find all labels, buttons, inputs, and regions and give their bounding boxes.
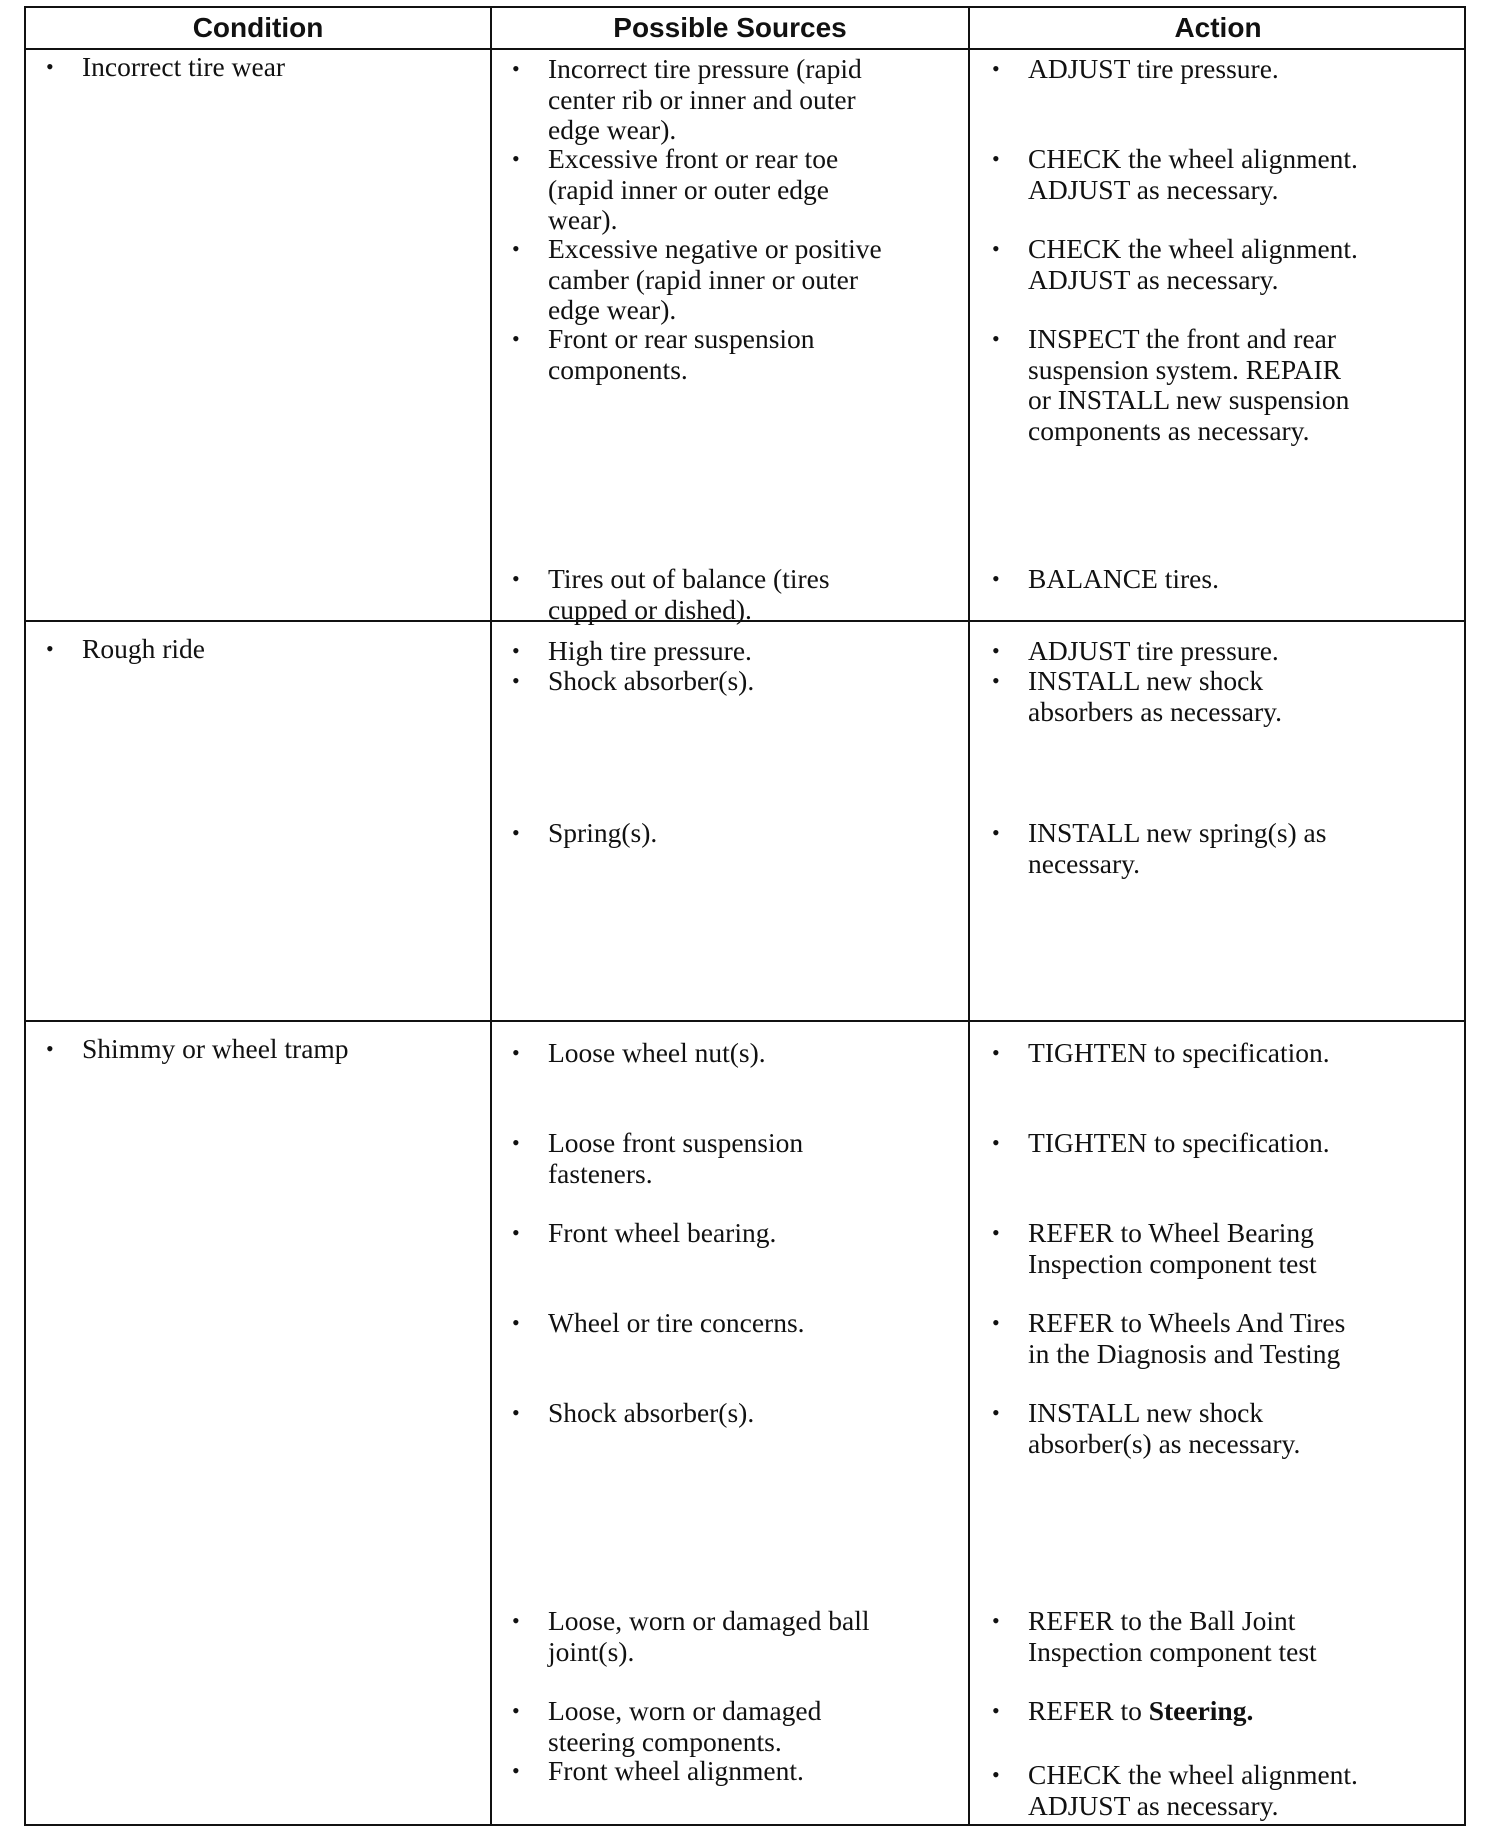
bullet: • [512, 820, 520, 845]
bullet: • [512, 566, 520, 591]
source-item: • Loose wheel nut(s). [512, 1037, 766, 1068]
bullet: • [512, 638, 520, 663]
source-item: • Tires out of balance (tires cupped or dished). [512, 563, 830, 625]
bullet: • [512, 1698, 520, 1723]
source-item: • Excessive front or rear toe (rapid inner or outer edge wear). [512, 143, 839, 235]
source-item: • High tire pressure. [512, 635, 752, 666]
bullet: • [992, 1220, 1000, 1245]
action-item: • ADJUST tire pressure. [992, 53, 1279, 84]
source-item: • Front wheel alignment. [512, 1755, 804, 1786]
action-item: • REFER to Steering. [992, 1695, 1254, 1726]
source-item: • Front or rear suspension components. [512, 323, 815, 385]
bullet: • [992, 1762, 1000, 1787]
bullet: • [512, 1040, 520, 1065]
bullet: • [512, 146, 520, 171]
bullet: • [992, 820, 1000, 845]
bullet: • [512, 1400, 520, 1425]
bullet: • [992, 1608, 1000, 1633]
bullet: • [992, 1400, 1000, 1425]
bullet: • [512, 1608, 520, 1633]
source-item: • Shock absorber(s). [512, 665, 755, 696]
header-possible-sources: Possible Sources [613, 12, 847, 43]
column-divider [968, 8, 970, 1824]
bullet: • [992, 56, 1000, 81]
source-item: • Excessive negative or positive camber (rapid inner or outer edge wear). [512, 233, 882, 325]
bullet: • [512, 668, 520, 693]
condition-incorrect-tire-wear: • Incorrect tire wear [46, 51, 286, 82]
bullet: • [992, 668, 1000, 693]
action-item: • INSTALL new shock absorbers as necessary. [992, 665, 1283, 727]
header-action: Action [1174, 12, 1262, 43]
bullet: • [46, 1036, 54, 1061]
source-item: • Spring(s). [512, 817, 658, 848]
action-item: • ADJUST tire pressure. [992, 635, 1279, 666]
condition-rough-ride: • Rough ride [46, 633, 205, 664]
bullet: • [512, 1758, 520, 1783]
bullet: • [512, 1220, 520, 1245]
source-item: • Incorrect tire pressure (rapid center rib or inner and outer edge wear). [512, 53, 862, 145]
action-item: • CHECK the wheel alignment. ADJUST as necessary. [992, 1759, 1358, 1821]
bullet: • [46, 54, 54, 79]
action-item: • INSTALL new shock absorber(s) as necessary. [992, 1397, 1301, 1459]
bullet: • [992, 146, 1000, 171]
bullet: • [992, 1130, 1000, 1155]
row-divider [26, 1020, 1464, 1022]
steering-reference: Steering. [1148, 1695, 1254, 1726]
bullet: • [512, 236, 520, 261]
source-item: • Loose, worn or damaged steering components. [512, 1695, 822, 1757]
bullet: • [992, 566, 1000, 591]
source-item: • Shock absorber(s). [512, 1397, 755, 1428]
bullet: • [512, 56, 520, 81]
source-item: • Loose front suspension fasteners. [512, 1127, 804, 1189]
action-item: • CHECK the wheel alignment. ADJUST as necessary. [992, 233, 1358, 295]
action-item: • BALANCE tires. [992, 563, 1219, 594]
bullet: • [992, 1040, 1000, 1065]
action-item: • TIGHTEN to specification. [992, 1127, 1330, 1158]
source-item: • Loose, worn or damaged ball joint(s). [512, 1605, 870, 1667]
bullet: • [992, 638, 1000, 663]
action-item: • INSTALL new spring(s) as necessary. [992, 817, 1327, 879]
header-condition: Condition [192, 12, 324, 43]
bullet: • [46, 636, 54, 661]
condition-shimmy-or-wheel-tramp: • Shimmy or wheel tramp [46, 1033, 349, 1064]
bullet: • [512, 1310, 520, 1335]
action-item: • REFER to Wheels And Tires in the Diagnosis and Testing [992, 1307, 1346, 1369]
action-item: • INSPECT the front and rear suspension system. REPAIR or INSTALL new suspension components as necessary. [992, 323, 1350, 446]
action-item: • REFER to the Ball Joint Inspection component test [992, 1605, 1317, 1667]
bullet: • [512, 1130, 520, 1155]
bullet: • [992, 236, 1000, 261]
source-item: • Front wheel bearing. [512, 1217, 777, 1248]
action-item: • REFER to Wheel Bearing Inspection component test [992, 1217, 1317, 1279]
action-item: • CHECK the wheel alignment. ADJUST as necessary. [992, 143, 1358, 205]
bullet: • [992, 326, 1000, 351]
bullet: • [992, 1310, 1000, 1335]
bullet: • [992, 1698, 1000, 1723]
source-item: • Wheel or tire concerns. [512, 1307, 805, 1338]
bullet: • [512, 326, 520, 351]
action-item: • TIGHTEN to specification. [992, 1037, 1330, 1068]
column-divider [490, 8, 492, 1824]
troubleshooting-table [24, 6, 1466, 1826]
